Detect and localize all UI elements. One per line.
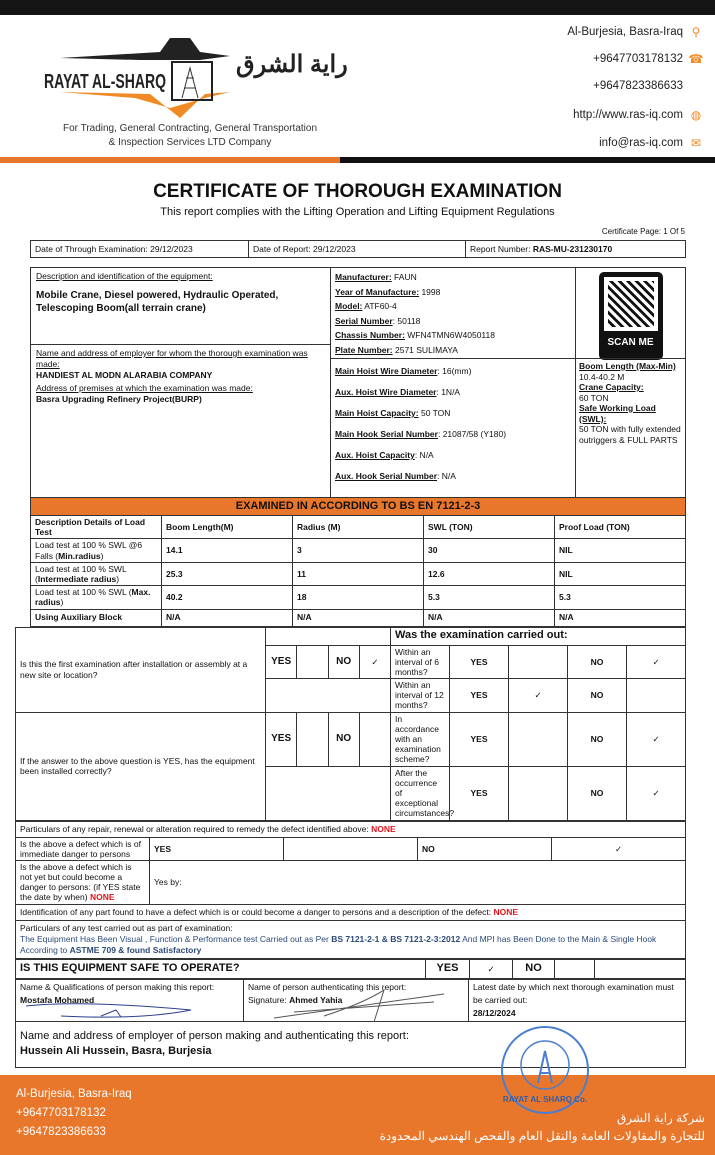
report-authenticator: Name of person authenticating this report: Signature: Ahmed Yahia: [244, 979, 469, 1021]
gear-derrick-icon: [40, 30, 230, 120]
check-box[interactable]: [509, 766, 568, 820]
employer-info: [36, 348, 326, 405]
check-box[interactable]: ✓: [627, 645, 686, 679]
cell: 18: [293, 586, 424, 609]
immediate-danger-question: Is the above a defect which is of immediate danger to persons: [16, 837, 150, 860]
q2-no-box[interactable]: [359, 712, 390, 766]
check-box[interactable]: [627, 679, 686, 713]
signature-ahmed: [264, 988, 454, 1022]
contact-address: [567, 25, 703, 39]
spec: Aux. Hoist Capacity: N/A: [335, 450, 434, 460]
carried-out-title: Was the examination carried out:: [391, 627, 686, 645]
company-logo: [40, 30, 230, 120]
cell: 25.3: [162, 562, 293, 585]
spacer: [266, 766, 391, 820]
column-header: Proof Load (TON): [555, 516, 686, 539]
website-link[interactable]: http://www.ras-iq.com: [573, 109, 683, 121]
cell: 14.1: [162, 539, 293, 562]
svg-text:RAYAT AL-SHARQ: RAYAT AL-SHARQ: [44, 71, 166, 93]
table-row: [31, 539, 686, 562]
dates-row: [30, 240, 686, 258]
spec: Manufacturer: FAUN: [335, 272, 417, 282]
spec: Main Hoist Wire Diameter: 16(mm): [335, 366, 472, 376]
cell: 11: [293, 562, 424, 585]
footer-phone: +9647823386633: [16, 1125, 106, 1138]
cell: NIL: [555, 539, 686, 562]
value: Basra Upgrading Refinery Project(BURP): [36, 394, 202, 404]
contact-phone-2: [593, 80, 683, 92]
value: HANDIEST AL MODN ALARABIA COMPANY: [36, 370, 213, 380]
q2-no[interactable]: NO: [328, 712, 359, 766]
location-pin-icon: ⚲: [691, 25, 701, 39]
spec: Serial Number: 50118: [335, 315, 421, 326]
svg-text:RAYAT AL SHARQ Co.: RAYAT AL SHARQ Co.: [502, 1094, 588, 1104]
tagline-line: & Inspection Services LTD Company: [108, 137, 272, 148]
q1-no[interactable]: NO: [328, 645, 359, 679]
footer-address: Al-Burjesia, Basra-Iraq: [16, 1087, 132, 1100]
load-test-heading: EXAMINED IN ACCORDING TO BS EN 7121-2-3: [31, 498, 686, 516]
q1-no-check[interactable]: ✓: [359, 645, 390, 679]
tagline-line: For Trading, General Contracting, General Transportation: [62, 123, 318, 134]
safe-to-operate-row: [15, 959, 686, 979]
future-danger-question: Is the above a defect which is not yet but could become a danger to persons: (if YES state the date by when) NONE: [16, 860, 150, 904]
cell: 30: [424, 539, 555, 562]
check-box[interactable]: [509, 712, 568, 766]
mail-icon: ✉: [690, 136, 702, 150]
email-link[interactable]: info@ras-iq.com: [599, 137, 683, 149]
safe-yes[interactable]: YES: [426, 959, 470, 978]
check-box[interactable]: ✓: [627, 712, 686, 766]
contact-website[interactable]: [573, 108, 703, 122]
no-label: NO: [568, 766, 627, 820]
yes-label: YES: [450, 645, 509, 679]
company-name-arabic: راية الشرق: [236, 51, 348, 78]
next-exam-date: Latest date by which next thorough examination must be carried out: 28/12/2024: [469, 979, 686, 1021]
yes-label: YES: [450, 679, 509, 713]
carried-scheme: In accordance with an examination scheme?: [391, 712, 450, 766]
repair-row: Particulars of any repair, renewal or alteration required to remedy the defect identified above: NONE: [16, 821, 686, 837]
label: Name and address of employer for whom the thorough examination was made:: [36, 348, 308, 369]
tests-row: [16, 920, 686, 958]
cell: Load test at 100 % SWL (Max. radius): [31, 586, 162, 609]
q2-yes-box[interactable]: [297, 712, 328, 766]
cell: N/A: [162, 609, 293, 626]
table-row: [31, 609, 686, 626]
footer-contacts: [16, 1085, 132, 1142]
check-box[interactable]: [509, 645, 568, 679]
load-test-table: [30, 497, 686, 627]
spacer: [266, 679, 391, 713]
lower-section: [0, 497, 715, 1143]
check-box[interactable]: ✓: [509, 679, 568, 713]
yes-by-field[interactable]: Yes by:: [150, 860, 686, 904]
label: Address of premises at which the examination was made:: [36, 383, 253, 393]
value: Mobile Crane, Diesel powered, Hydraulic Operated, Telescoping Boom(all terrain crane): [36, 290, 279, 314]
cell: Load test at 100 % SWL @6 Falls (Min.radius): [31, 539, 162, 562]
employer-of-reporter: Name and address of employer of person making and authenticating this report: Hussein Ali Hussein, Basra, Burjesia RAYAT AL SHARQ Co.: [16, 1021, 686, 1067]
qr-label: SCAN ME: [607, 337, 654, 348]
cell: 40.2: [162, 586, 293, 609]
label: Boom Length (Max-Min): [579, 361, 676, 371]
report-date: Date of Report: 29/12/2023: [249, 241, 466, 258]
label: Description and identification of the equipment:: [36, 271, 213, 281]
defects-table: [15, 821, 686, 959]
column-header: Boom Length(M): [162, 516, 293, 539]
subtitle: This report complies with the Lifting Operation and Lifting Equipment Regulations: [160, 206, 555, 218]
table-row: [31, 562, 686, 585]
spec: Year of Manufacture: 1998: [335, 286, 441, 297]
question-first-exam: Is this the first examination after installation or assembly at a new site or location?: [16, 627, 266, 712]
carried-exceptional: After the occurrence of exceptional circumstances?: [391, 766, 450, 820]
qr-cell: [575, 267, 686, 359]
spec: Main Hook Serial Number: 21087/58 (Y180): [335, 429, 507, 439]
safe-question: IS THIS EQUIPMENT SAFE TO OPERATE?: [16, 959, 426, 978]
no-label: NO: [568, 645, 627, 679]
question-installed-correctly: If the answer to the above question is YES, has the equipment been installed correctly?: [16, 712, 266, 820]
examination-questions: [15, 627, 686, 821]
label: Particulars of any test carried out as part of examination:: [20, 922, 233, 933]
spec: Main Hoist Capacity: 50 TON: [335, 408, 451, 418]
contact-text: +9647703178132: [593, 53, 683, 65]
cell: N/A: [293, 609, 424, 626]
cell: Load test at 100 % SWL (Intermediate radius): [31, 562, 162, 585]
globe-icon: ◍: [690, 108, 702, 122]
contact-text: +9647823386633: [593, 80, 683, 92]
report-number: Report Number: RAS-MU-231230170: [466, 241, 686, 258]
contact-email[interactable]: [599, 136, 703, 150]
column-header: Radius (M): [293, 516, 424, 539]
yes-label: YES: [150, 837, 284, 860]
check-box[interactable]: ✓: [627, 766, 686, 820]
no-label: NO: [418, 837, 552, 860]
q1-yes[interactable]: YES: [266, 645, 297, 679]
cell: 12.6: [424, 562, 555, 585]
cell: NIL: [555, 562, 686, 585]
cell: N/A: [424, 609, 555, 626]
table-header: [31, 516, 686, 539]
cell: 5.3: [555, 586, 686, 609]
footer-arabic-name: شركة راية الشرق: [616, 1110, 705, 1125]
check-box[interactable]: ✓: [552, 837, 686, 860]
value: 60 TON: [579, 392, 609, 403]
contact-text: Al-Burjesia, Basra-Iraq: [567, 26, 683, 38]
capacity-info: [575, 358, 686, 498]
yes-label: YES: [450, 712, 509, 766]
spacer: [595, 959, 686, 978]
safe-yes-check[interactable]: ✓: [470, 959, 513, 978]
spec: Chassis Number: WFN4TMN6W4050118: [335, 330, 495, 340]
signature-mostafa: [21, 994, 221, 1022]
cell: N/A: [555, 609, 686, 626]
tests-description: The Equipment Has Been Visual , Function & Performance test Carried out as Per BS 7121-2-1 & BS 7121-2-3:2012 And MPI has Been Done to the Main & Single Hook According to ASTME 709 & found Satisfactory: [20, 933, 657, 955]
exam-date: Date of Through Examination: 29/12/2023: [31, 241, 249, 258]
label: Safe Working Load (SWL):: [579, 403, 656, 424]
page-number: Certificate Page: 1 Of 5: [601, 227, 685, 236]
hoist-specs: [330, 358, 576, 498]
footer-arabic-tagline: للتجارة والمقاولات العامة والنقل العام والفحص الهندسي المحدودة: [379, 1128, 705, 1143]
q2-yes[interactable]: YES: [266, 712, 297, 766]
no-label: NO: [568, 712, 627, 766]
equipment-specs: [330, 267, 576, 359]
cell: 3: [293, 539, 424, 562]
value: 10.4-40.2 M: [579, 371, 625, 382]
column-header: SWL (TON): [424, 516, 555, 539]
value: 50 TON with fully extended outriggers & FULL PARTS: [579, 424, 681, 445]
column-header: Description Details of Load Test: [31, 516, 162, 539]
footer: [0, 1075, 715, 1155]
divider-orange: [0, 157, 340, 163]
spec: Model: ATF60-4: [335, 301, 397, 311]
top-bar: [0, 0, 715, 15]
label: Crane Capacity:: [579, 382, 644, 392]
tagline: [30, 122, 350, 150]
cell: Using Auxiliary Block: [31, 609, 162, 626]
spec: Aux. Hook Serial Number: N/A: [335, 471, 456, 481]
yes-label: YES: [450, 766, 509, 820]
no-label: NO: [568, 679, 627, 713]
identification-row: Identification of any part found to have a defect which is or could become a danger to persons and a description of the defect: NONE: [16, 904, 686, 920]
safe-no-box[interactable]: [555, 959, 595, 978]
spec: Aux. Hoist Wire Diameter: 1N/A: [335, 387, 461, 397]
phone-icon: ☎: [688, 52, 704, 66]
carried-6-months: Within an interval of 6 months?: [391, 645, 450, 679]
q1-yes-box[interactable]: [297, 645, 328, 679]
qr-image: [604, 277, 658, 331]
equipment-description: [30, 267, 331, 345]
spec: Plate Number: 2571 SULIMAYA: [335, 344, 458, 355]
company-stamp: [500, 1025, 590, 1115]
spacer: [266, 627, 391, 645]
contact-phone-1: [593, 52, 703, 66]
qr-code[interactable]: [599, 272, 663, 360]
check-box[interactable]: [284, 837, 418, 860]
report-maker: Name & Qualifications of person making this report: Mostafa Mohamed: [16, 979, 244, 1021]
footer-phone: +9647703178132: [16, 1106, 106, 1119]
carried-12-months: Within an interval of 12 months?: [391, 679, 450, 713]
page-title: CERTIFICATE OF THOROUGH EXAMINATION: [153, 181, 562, 202]
table-row: [31, 586, 686, 609]
divider-black: [340, 157, 715, 163]
cell: 5.3: [424, 586, 555, 609]
safe-no[interactable]: NO: [513, 959, 555, 978]
